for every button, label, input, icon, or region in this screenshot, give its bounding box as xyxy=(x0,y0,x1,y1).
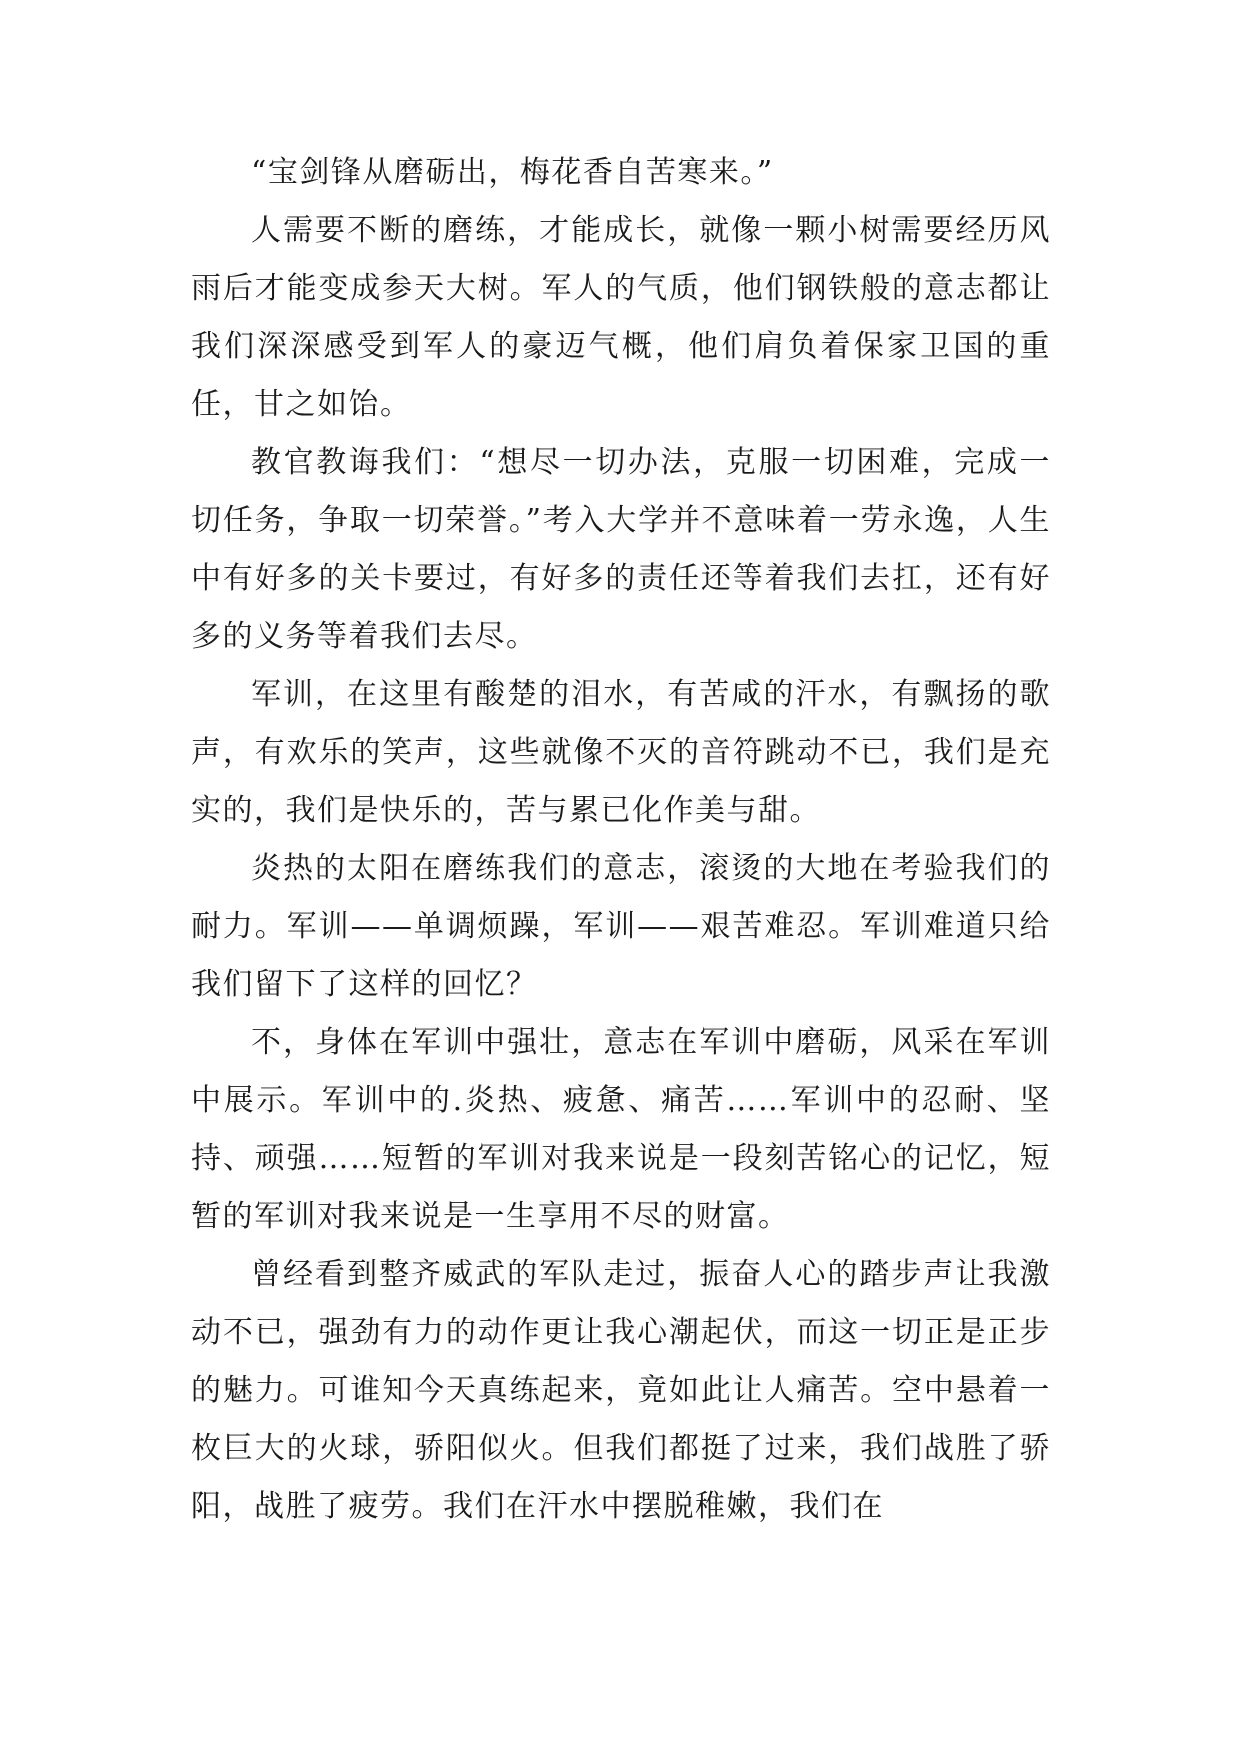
paragraph-quote: “宝剑锋从磨砺出，梅花香自苦寒来。” xyxy=(251,155,774,190)
paragraph: 不，身体在军训中强壮，意志在军训中磨砺，风采在军训中展示。军训中的.炎热、疲惫、痛苦……军训中的忍耐、坚持、顽强……短暂的军训对我来说是一段刻苦铭心的记忆，短暂的军训对我来说是一生享用不尽的财富。 xyxy=(191,1025,1051,1234)
paragraph: 炎热的太阳在磨练我们的意志，滚烫的大地在考验我们的耐力。军训——单调烦躁，军训——艰苦难忍。军训难道只给我们留下了这样的回忆？ xyxy=(191,851,1051,1002)
document-body xyxy=(191,144,1051,1536)
paragraph: 教官教诲我们：“想尽一切办法，克服一切困难，完成一切任务，争取一切荣誉。”考入大学并不意味着一劳永逸，人生中有好多的关卡要过，有好多的责任还等着我们去扛，还有好多的义务等着我们去尽。 xyxy=(191,445,1051,654)
paragraph: 军训，在这里有酸楚的泪水，有苦咸的汗水，有飘扬的歌声，有欢乐的笑声，这些就像不灭的音符跳动不已，我们是充实的，我们是快乐的，苦与累已化作美与甜。 xyxy=(191,677,1051,828)
paragraph: 曾经看到整齐威武的军队走过，振奋人心的踏步声让我激动不已，强劲有力的动作更让我心潮起伏，而这一切正是正步的魅力。可谁知今天真练起来，竟如此让人痛苦。空中悬着一枚巨大的火球，骄阳似火。但我们都挺了过来，我们战胜了骄阳，战胜了疲劳。我们在汗水中摆脱稚嫩，我们在 xyxy=(191,1257,1051,1524)
paragraph: 人需要不断的磨练，才能成长，就像一颗小树需要经历风雨后才能变成参天大树。军人的气质，他们钢铁般的意志都让我们深深感受到军人的豪迈气概，他们肩负着保家卫国的重任，甘之如饴。 xyxy=(191,213,1051,422)
